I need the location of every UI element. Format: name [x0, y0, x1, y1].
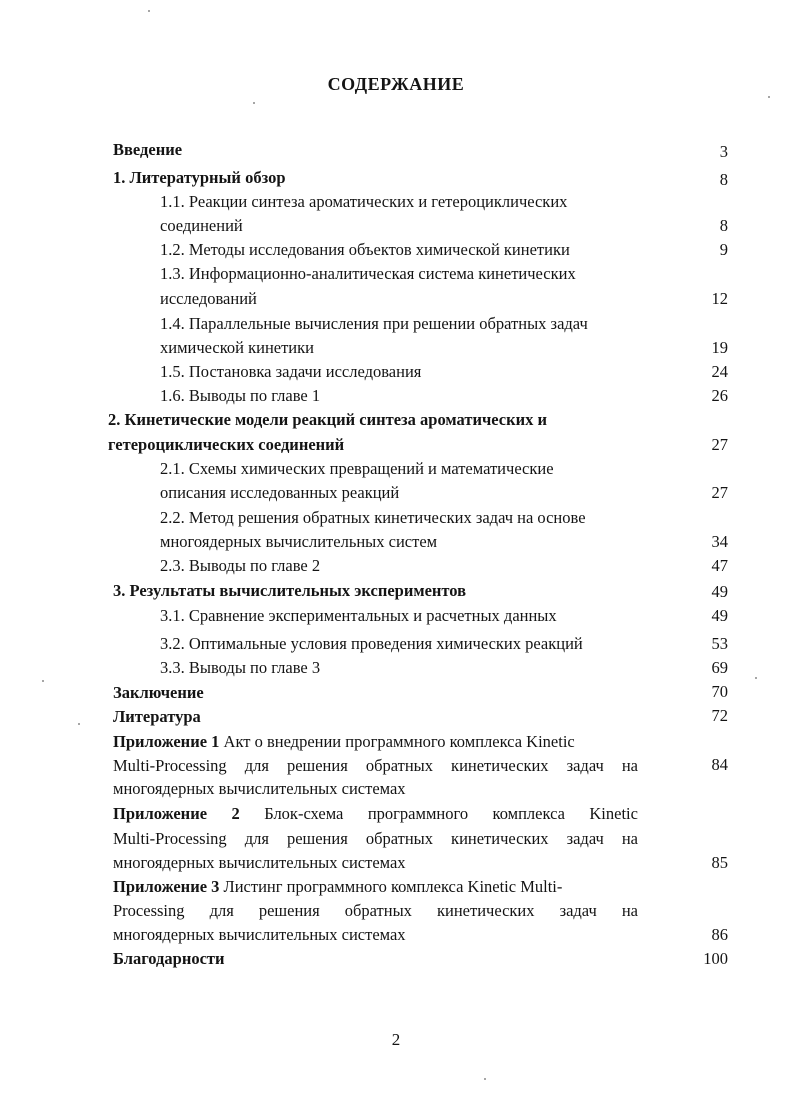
toc-entry-3-3: 3.3. Выводы по главе 3	[160, 658, 321, 677]
toc-entry-3-1: 3.1. Сравнение экспериментальных и расчетных данных	[160, 606, 557, 625]
scan-speck	[148, 10, 150, 12]
word: решения	[258, 901, 320, 920]
appendix-1-label: Приложение 1	[113, 732, 220, 751]
scan-speck	[768, 96, 770, 98]
toc-page-1-6: 26	[711, 386, 728, 405]
toc-entry-literature: Литература	[113, 707, 201, 726]
toc-entry-intro: Введение	[113, 140, 183, 159]
word: Multi-Processing	[113, 829, 227, 848]
appendix-2-label: Приложение	[113, 804, 208, 823]
toc-page-appendix-2: 85	[711, 853, 728, 872]
toc-entry-conclusion: Заключение	[113, 683, 204, 702]
toc-entry-appendix-3-line3: многоядерных вычислительных системах	[113, 925, 406, 944]
word: обратных	[365, 829, 434, 848]
appendix-3-label: Приложение 3	[113, 877, 220, 896]
toc-page-chapter-2: 27	[711, 435, 728, 454]
toc-entry-2-2-line1: 2.2. Метод решения обратных кинетических задач на основе	[160, 508, 586, 527]
toc-entry-appendix-1-line2	[113, 756, 638, 776]
appendix-3-title-start: Листинг программного комплекса Kinetic Multi-	[223, 877, 563, 896]
word: решения	[286, 829, 348, 848]
toc-entry-2-3: 2.3. Выводы по главе 2	[160, 556, 321, 575]
scan-speck	[253, 102, 255, 104]
toc-entry-chapter-2-line1: 2. Кинетические модели реакций синтеза ароматических и	[108, 410, 548, 429]
word: задач	[566, 829, 604, 848]
word: задач	[559, 901, 597, 920]
word: кинетических	[437, 901, 535, 920]
toc-page-3-2: 53	[711, 634, 728, 653]
toc-page-2-3: 47	[711, 556, 728, 575]
word: Kinetic	[589, 804, 638, 823]
word: кинетических	[451, 829, 549, 848]
toc-page-literature: 72	[711, 706, 728, 725]
appendix-1-title-start: Акт о внедрении программного комплекса Kinetic	[223, 732, 575, 751]
toc-page-1-4: 19	[711, 338, 728, 357]
toc-entry-2-1-line2: описания исследованных реакций	[160, 483, 400, 502]
word: на	[621, 756, 638, 775]
word: на	[621, 901, 638, 920]
word: для	[244, 829, 269, 848]
word: для	[209, 901, 234, 920]
toc-page-1-2: 9	[719, 240, 728, 259]
toc-page-1-5: 24	[711, 362, 728, 381]
toc-page-2-1: 27	[711, 483, 728, 502]
toc-entry-1-2: 1.2. Методы исследования объектов химической кинетики	[160, 240, 570, 259]
toc-page-1-3: 12	[711, 289, 728, 308]
word: комплекса	[492, 804, 565, 823]
toc-entry-acknowledgements: Благодарности	[113, 949, 225, 968]
page-title: СОДЕРЖАНИЕ	[327, 74, 465, 94]
toc-page-acknowledgements: 100	[703, 949, 728, 968]
toc-entry-chapter-1: 1. Литературный обзор	[113, 168, 286, 187]
page-number: 2	[391, 1030, 401, 1049]
toc-page-3-1: 49	[711, 606, 728, 625]
toc-entry-appendix-1-line1	[113, 732, 575, 752]
toc-entry-1-4-line1: 1.4. Параллельные вычисления при решении обратных задач	[160, 314, 588, 333]
word: Processing	[113, 901, 185, 920]
word: кинетических	[451, 756, 549, 775]
word: обратных	[344, 901, 412, 920]
toc-entry-1-5: 1.5. Постановка задачи исследования	[160, 362, 422, 381]
toc-entry-appendix-1-line3: многоядерных вычислительных системах	[113, 779, 406, 798]
toc-entry-3-2: 3.2. Оптимальные условия проведения химических реакций	[160, 634, 583, 653]
word: для	[244, 756, 269, 775]
toc-page-appendix-1: 84	[711, 755, 728, 774]
toc-entry-1-3-line1: 1.3. Информационно-аналитическая система кинетических	[160, 264, 576, 283]
toc-entry-chapter-3: 3. Результаты вычислительных экспериментов	[113, 581, 467, 600]
word: обратных	[365, 756, 434, 775]
toc-entry-1-1-line1: 1.1. Реакции синтеза ароматических и гетероциклических	[160, 192, 568, 211]
word: задач	[566, 756, 604, 775]
toc-page-intro: 3	[719, 142, 728, 161]
toc-entry-appendix-2-line1	[113, 804, 638, 824]
toc-entry-2-1-line1: 2.1. Схемы химических превращений и математические	[160, 459, 554, 478]
word: Multi-Processing	[113, 756, 227, 775]
scan-speck	[755, 677, 757, 679]
scan-speck	[42, 680, 44, 682]
toc-page-conclusion: 70	[711, 682, 728, 701]
toc-entry-1-3-line2: исследований	[160, 289, 257, 308]
toc-entry-appendix-2-line2	[113, 829, 638, 849]
toc-page-3-3: 69	[711, 658, 728, 677]
appendix-2-number: 2	[231, 804, 240, 823]
toc-entry-1-1-line2: соединений	[160, 216, 243, 235]
toc-page-chapter-3: 49	[711, 582, 728, 601]
toc-entry-chapter-2-line2: гетероциклических соединений	[108, 435, 345, 454]
toc-entry-appendix-3-line1	[113, 877, 562, 897]
toc-entry-appendix-3-line2	[113, 901, 638, 921]
toc-entry-2-2-line2: многоядерных вычислительных систем	[160, 532, 438, 551]
word: на	[621, 829, 638, 848]
scan-speck	[78, 723, 80, 725]
toc-entry-1-6: 1.6. Выводы по главе 1	[160, 386, 321, 405]
word: Блок-схема	[264, 804, 344, 823]
toc-page-1-1: 8	[719, 216, 728, 235]
toc-page-appendix-3: 86	[711, 925, 728, 944]
toc-entry-1-4-line2: химической кинетики	[160, 338, 314, 357]
scan-speck	[484, 1078, 486, 1080]
toc-page-2-2: 34	[711, 532, 728, 551]
toc-page-chapter-1: 8	[719, 170, 728, 189]
toc-entry-appendix-2-line3: многоядерных вычислительных системах	[113, 853, 406, 872]
word: решения	[286, 756, 348, 775]
word: программного	[367, 804, 469, 823]
